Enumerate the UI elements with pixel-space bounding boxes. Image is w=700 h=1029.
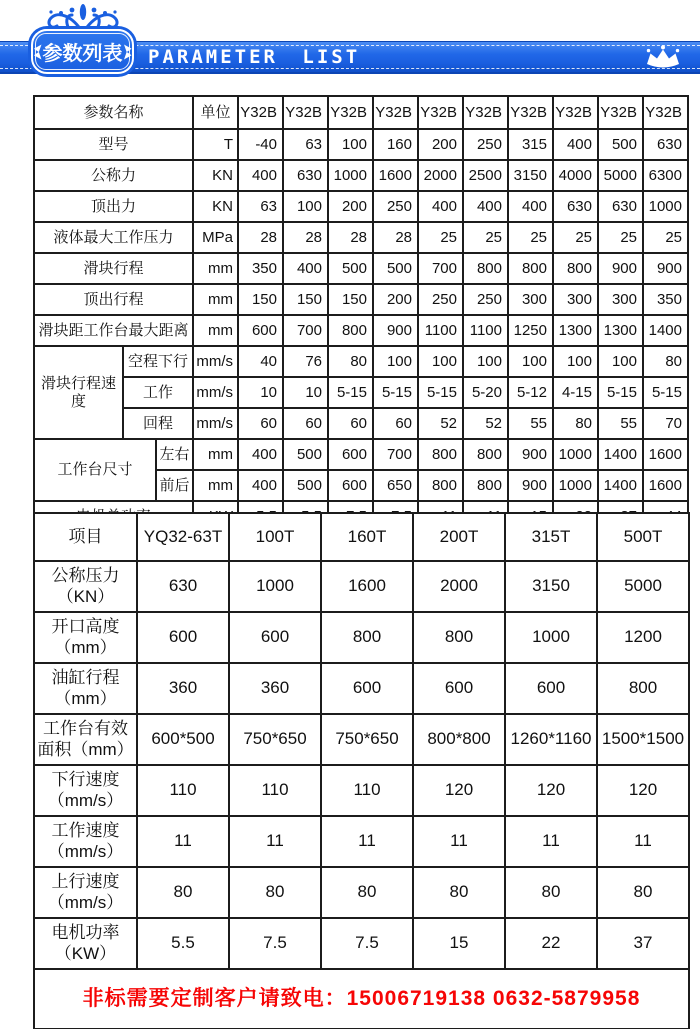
table-row <box>34 129 688 160</box>
cell-unit: mm/s <box>193 408 238 439</box>
cell-value: 28 <box>328 222 373 253</box>
cell-value: 800 <box>418 439 463 470</box>
cell-value: 400 <box>508 191 553 222</box>
cell-value: 1100 <box>418 315 463 346</box>
cell-value: 52 <box>463 408 508 439</box>
column-header-model: Y32B <box>463 96 508 129</box>
row-label-line: （KN） <box>56 586 115 606</box>
custom-order-notice: 非标需要定制客户请致电：15006719138 0632-5879958 <box>34 969 689 1029</box>
cell-value: 800 <box>463 439 508 470</box>
cell-value: 100 <box>598 346 643 377</box>
cell-unit: KN <box>193 191 238 222</box>
column-header-unit: 单位 <box>193 96 238 129</box>
row-label: 公称力 <box>34 160 193 191</box>
cell-value: 4-15 <box>553 377 598 408</box>
cell-value: 11 <box>321 816 413 867</box>
cell-value: 1400 <box>598 439 643 470</box>
cell-value: 700 <box>373 439 418 470</box>
cell-value: 1260*1160 <box>505 714 597 765</box>
table-row <box>34 377 688 408</box>
column-header-model: Y32B <box>553 96 598 129</box>
cell-unit: mm <box>193 253 238 284</box>
row-label-line: 公称压力 <box>51 566 120 586</box>
cell-value: 630 <box>598 191 643 222</box>
badge-label: 参数列表 <box>42 43 123 65</box>
cell-value: 630 <box>137 561 229 612</box>
row-label-line: （mm） <box>54 637 117 657</box>
cell-value: 800 <box>328 315 373 346</box>
row-label-line: 上行速度 <box>51 872 120 892</box>
row-label-line: 电机功率 <box>51 923 120 943</box>
row-label-line: 工作速度 <box>51 821 120 841</box>
cell-value: 350 <box>643 284 688 315</box>
row-label: 滑块距工作台最大距离 <box>34 315 193 346</box>
table-row <box>34 439 688 470</box>
row-label <box>34 561 137 612</box>
cell-value: 630 <box>553 191 598 222</box>
row-label <box>34 663 137 714</box>
cell-value: 80 <box>643 346 688 377</box>
cell-value: 80 <box>553 408 598 439</box>
cell-value: 5-15 <box>373 377 418 408</box>
table-row <box>34 918 689 969</box>
row-label-line: 开口高度 <box>51 617 120 637</box>
cell-value: 1200 <box>597 612 689 663</box>
cell-value: 1000 <box>553 439 598 470</box>
cell-value: 7.5 <box>321 918 413 969</box>
cell-value: 28 <box>373 222 418 253</box>
crown-icon <box>642 45 684 71</box>
row-sublabel: 工作 <box>123 377 193 408</box>
column-header-model: Y32B <box>373 96 418 129</box>
cell-value: 800 <box>321 612 413 663</box>
table-row <box>34 969 689 1029</box>
row-label <box>34 765 137 816</box>
row-label <box>34 714 137 765</box>
cell-value: 110 <box>229 765 321 816</box>
table-row <box>34 253 688 284</box>
cell-value: 700 <box>418 253 463 284</box>
cell-value: 80 <box>321 867 413 918</box>
cell-value: 700 <box>283 315 328 346</box>
table-row <box>34 612 689 663</box>
table-row <box>34 714 689 765</box>
cell-value: 350 <box>238 253 283 284</box>
cell-value: 11 <box>505 816 597 867</box>
column-header-model: Y32B <box>418 96 463 129</box>
cell-value: 1000 <box>505 612 597 663</box>
cell-value: 400 <box>463 191 508 222</box>
cell-value: 500 <box>373 253 418 284</box>
table-row <box>34 191 688 222</box>
cell-value: 80 <box>328 346 373 377</box>
cell-value: 1300 <box>553 315 598 346</box>
cell-value: 900 <box>373 315 418 346</box>
table-row <box>34 284 688 315</box>
cell-value: 60 <box>238 408 283 439</box>
column-header-name: 参数名称 <box>34 96 193 129</box>
cell-value: 300 <box>508 284 553 315</box>
row-label-line: （mm/s） <box>47 790 124 810</box>
cell-value: 250 <box>463 284 508 315</box>
parameter-table-yq32 <box>33 512 690 1029</box>
cell-value: 25 <box>643 222 688 253</box>
column-header-model: Y32B <box>508 96 553 129</box>
column-header-model: Y32B <box>328 96 373 129</box>
cell-value: 600*500 <box>137 714 229 765</box>
cell-value: 5.5 <box>137 918 229 969</box>
cell-value: 70 <box>643 408 688 439</box>
cell-value: 5-15 <box>328 377 373 408</box>
column-header: 160T <box>321 513 413 561</box>
cell-value: 100 <box>283 191 328 222</box>
cell-value: 5-15 <box>598 377 643 408</box>
cell-unit: MPa <box>193 222 238 253</box>
cell-value: 7.5 <box>229 918 321 969</box>
cell-value: 600 <box>229 612 321 663</box>
cell-value: 80 <box>229 867 321 918</box>
row-label-line: （mm/s） <box>47 841 124 861</box>
cell-value: 150 <box>328 284 373 315</box>
cell-value: 360 <box>137 663 229 714</box>
cell-value: 5-15 <box>643 377 688 408</box>
cell-unit: mm <box>193 284 238 315</box>
cell-value: 1400 <box>598 470 643 501</box>
cell-unit: T <box>193 129 238 160</box>
table-row <box>34 561 689 612</box>
cell-value: 25 <box>418 222 463 253</box>
cell-value: 11 <box>413 816 505 867</box>
cell-value: 11 <box>597 816 689 867</box>
cell-value: 63 <box>238 191 283 222</box>
cell-value: 120 <box>505 765 597 816</box>
cell-value: 400 <box>238 470 283 501</box>
cell-value: 360 <box>229 663 321 714</box>
cell-value: 55 <box>508 408 553 439</box>
column-header-model: Y32B <box>283 96 328 129</box>
cell-value: 400 <box>553 129 598 160</box>
banner-title: PARAMETER LIST <box>148 46 361 68</box>
cell-unit: KN <box>193 160 238 191</box>
column-header-model: Y32B <box>598 96 643 129</box>
row-sublabel: 左右 <box>156 439 193 470</box>
badge-wing-left-icon <box>33 44 42 60</box>
cell-value: 900 <box>598 253 643 284</box>
row-label: 型号 <box>34 129 193 160</box>
cell-value: 900 <box>508 470 553 501</box>
cell-value: 80 <box>505 867 597 918</box>
table-row <box>34 160 688 191</box>
badge-wing-right-icon <box>124 44 133 60</box>
cell-value: 1300 <box>598 315 643 346</box>
cell-value: 250 <box>418 284 463 315</box>
cell-value: 100 <box>328 129 373 160</box>
cell-value: 10 <box>283 377 328 408</box>
cell-value: 37 <box>597 918 689 969</box>
table-row <box>34 816 689 867</box>
cell-value: 52 <box>418 408 463 439</box>
cell-value: 10 <box>238 377 283 408</box>
cell-value: 500 <box>328 253 373 284</box>
cell-value: 250 <box>463 129 508 160</box>
row-group-label: 滑块行程速度 <box>34 346 123 439</box>
cell-value: 150 <box>238 284 283 315</box>
cell-value: 200 <box>418 129 463 160</box>
cell-unit: mm <box>193 315 238 346</box>
cell-unit: mm <box>193 439 238 470</box>
cell-value: 1000 <box>553 470 598 501</box>
cell-value: 800 <box>553 253 598 284</box>
cell-value: 100 <box>463 346 508 377</box>
cell-value: 400 <box>283 253 328 284</box>
cell-value: 400 <box>238 439 283 470</box>
cell-value: 800 <box>413 612 505 663</box>
table-row <box>34 96 688 129</box>
column-header: 500T <box>597 513 689 561</box>
cell-value: 80 <box>413 867 505 918</box>
cell-value: 1400 <box>643 315 688 346</box>
cell-value: 800 <box>597 663 689 714</box>
cell-value: 60 <box>283 408 328 439</box>
cell-value: 76 <box>283 346 328 377</box>
cell-value: 600 <box>137 612 229 663</box>
cell-value: 750*650 <box>229 714 321 765</box>
cell-value: 40 <box>238 346 283 377</box>
cell-value: 800 <box>508 253 553 284</box>
cell-value: 55 <box>598 408 643 439</box>
cell-value: 1100 <box>463 315 508 346</box>
cell-value: 6300 <box>643 160 688 191</box>
cell-unit: mm/s <box>193 377 238 408</box>
row-label <box>34 816 137 867</box>
cell-value: 5000 <box>597 561 689 612</box>
column-header: 100T <box>229 513 321 561</box>
table-row <box>34 408 688 439</box>
cell-value: 250 <box>373 191 418 222</box>
cell-value: 60 <box>373 408 418 439</box>
cell-value: 400 <box>418 191 463 222</box>
row-label-line: 下行速度 <box>51 770 120 790</box>
cell-value: 1600 <box>373 160 418 191</box>
row-label-line: 面积（mm） <box>37 739 134 759</box>
cell-value: 200 <box>373 284 418 315</box>
row-label: 滑块行程 <box>34 253 193 284</box>
cell-value: 25 <box>508 222 553 253</box>
cell-value: 4000 <box>553 160 598 191</box>
cell-value: 11 <box>229 816 321 867</box>
row-sublabel: 空程下行 <box>123 346 193 377</box>
cell-value: 400 <box>238 160 283 191</box>
cell-value: 5-12 <box>508 377 553 408</box>
cell-value: 1000 <box>328 160 373 191</box>
cell-value: 2000 <box>418 160 463 191</box>
cell-value: 800 <box>463 470 508 501</box>
cell-value: 800 <box>463 253 508 284</box>
cell-value: 900 <box>643 253 688 284</box>
table-row <box>34 513 689 561</box>
cell-value: 750*650 <box>321 714 413 765</box>
cell-value: 1250 <box>508 315 553 346</box>
cell-value: 80 <box>137 867 229 918</box>
row-label <box>34 867 137 918</box>
table-row <box>34 222 688 253</box>
cell-value: 100 <box>508 346 553 377</box>
cell-value: 600 <box>238 315 283 346</box>
cell-value: 600 <box>321 663 413 714</box>
row-label: 液体最大工作压力 <box>34 222 193 253</box>
cell-value: 1500*1500 <box>597 714 689 765</box>
cell-value: 2500 <box>463 160 508 191</box>
column-header: 315T <box>505 513 597 561</box>
row-sublabel: 前后 <box>156 470 193 501</box>
cell-value: -40 <box>238 129 283 160</box>
row-label <box>34 612 137 663</box>
cell-value: 22 <box>505 918 597 969</box>
row-label-line: 油缸行程 <box>51 668 120 688</box>
cell-unit: mm <box>193 470 238 501</box>
cell-value: 630 <box>283 160 328 191</box>
cell-value: 120 <box>413 765 505 816</box>
cell-value: 28 <box>283 222 328 253</box>
row-label-line: （KW） <box>54 943 117 963</box>
row-label-line: （mm/s） <box>47 892 124 912</box>
cell-value: 600 <box>328 439 373 470</box>
column-header-model: Y32B <box>238 96 283 129</box>
column-header: 项目 <box>34 513 137 561</box>
cell-value: 500 <box>283 439 328 470</box>
cell-value: 300 <box>598 284 643 315</box>
cell-value: 3150 <box>505 561 597 612</box>
cell-value: 1000 <box>229 561 321 612</box>
cell-value: 150 <box>283 284 328 315</box>
cell-value: 15 <box>413 918 505 969</box>
row-label-line: （mm） <box>54 688 117 708</box>
cell-value: 160 <box>373 129 418 160</box>
row-label: 顶出力 <box>34 191 193 222</box>
cell-value: 25 <box>553 222 598 253</box>
table-row <box>34 765 689 816</box>
table-row <box>34 315 688 346</box>
row-group-label: 工作台尺寸 <box>34 439 156 501</box>
cell-value: 110 <box>321 765 413 816</box>
table-row <box>34 663 689 714</box>
parameter-table-y32b <box>33 95 689 533</box>
cell-value: 2000 <box>413 561 505 612</box>
cell-value: 3150 <box>508 160 553 191</box>
cell-value: 500 <box>283 470 328 501</box>
cell-value: 25 <box>598 222 643 253</box>
cell-value: 28 <box>238 222 283 253</box>
cell-value: 100 <box>373 346 418 377</box>
cell-value: 25 <box>463 222 508 253</box>
cell-value: 60 <box>328 408 373 439</box>
table-row <box>34 346 688 377</box>
table-row <box>34 867 689 918</box>
column-header: YQ32-63T <box>137 513 229 561</box>
cell-value: 120 <box>597 765 689 816</box>
cell-value: 5-15 <box>418 377 463 408</box>
cell-value: 600 <box>505 663 597 714</box>
cell-value: 200 <box>328 191 373 222</box>
cell-value: 600 <box>413 663 505 714</box>
column-header: 200T <box>413 513 505 561</box>
cell-value: 300 <box>553 284 598 315</box>
cell-value: 500 <box>598 129 643 160</box>
cell-value: 1000 <box>643 191 688 222</box>
cell-value: 5-20 <box>463 377 508 408</box>
cell-value: 600 <box>328 470 373 501</box>
cell-value: 1600 <box>643 439 688 470</box>
row-sublabel: 回程 <box>123 408 193 439</box>
cell-value: 800*800 <box>413 714 505 765</box>
cell-value: 900 <box>508 439 553 470</box>
cell-value: 650 <box>373 470 418 501</box>
cell-value: 100 <box>418 346 463 377</box>
cell-value: 100 <box>553 346 598 377</box>
cell-value: 630 <box>643 129 688 160</box>
column-header-model: Y32B <box>643 96 688 129</box>
cell-value: 11 <box>137 816 229 867</box>
row-label <box>34 918 137 969</box>
row-label: 顶出行程 <box>34 284 193 315</box>
cell-value: 110 <box>137 765 229 816</box>
cell-value: 63 <box>283 129 328 160</box>
cell-value: 315 <box>508 129 553 160</box>
cell-value: 800 <box>418 470 463 501</box>
row-label-line: 工作台有效 <box>43 719 128 739</box>
cell-value: 1600 <box>321 561 413 612</box>
cell-value: 5000 <box>598 160 643 191</box>
cell-unit: mm/s <box>193 346 238 377</box>
parameter-badge <box>31 29 134 74</box>
cell-value: 1600 <box>643 470 688 501</box>
cell-value: 80 <box>597 867 689 918</box>
